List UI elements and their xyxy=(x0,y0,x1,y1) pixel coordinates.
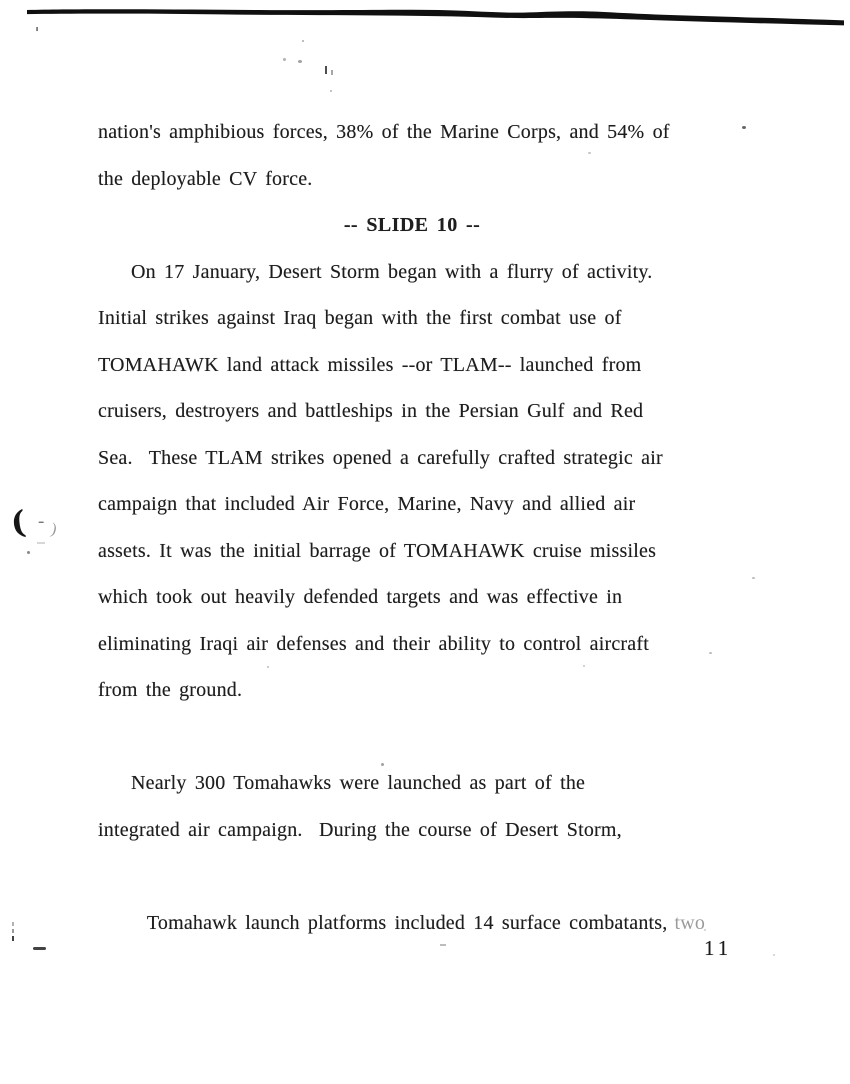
scan-mark-dotted-vertical xyxy=(12,936,14,941)
handwritten-margin-curl: ) xyxy=(49,520,59,539)
scan-speck xyxy=(330,90,332,92)
paragraph-first-line: On 17 January, Desert Storm began with a flurry of activity. xyxy=(131,260,653,283)
body-line: cruisers, destroyers and battleships in the Persian Gulf and Red xyxy=(98,400,644,422)
faded-word: two xyxy=(674,911,706,934)
body-line: which took out heavily defended targets and was effective in xyxy=(98,586,623,608)
body-line xyxy=(98,853,766,934)
scan-speck xyxy=(331,70,333,75)
body-line: assets. It was the initial barrage of TOMAHAWK cruise missiles xyxy=(98,539,657,562)
scan-speck xyxy=(283,58,286,61)
paragraph-first-line: Nearly 300 Tomahawks were launched as part of the xyxy=(131,772,586,794)
scan-mark-dotted-vertical xyxy=(12,929,14,933)
scan-speck xyxy=(298,60,302,63)
scan-speck xyxy=(37,542,45,544)
scan-speck xyxy=(302,40,304,42)
scan-speck xyxy=(583,665,585,667)
scan-mark-dash xyxy=(33,947,46,950)
body-line: integrated air campaign. During the course of Desert Storm, xyxy=(98,818,622,841)
scan-artifact-top-bar xyxy=(0,0,850,36)
body-line: the deployable CV force. xyxy=(98,167,313,190)
body-line: from the ground. xyxy=(98,679,243,701)
paragraph-gap xyxy=(98,714,766,761)
body-line: Initial strikes against Iraq began with the first combat use of xyxy=(98,307,622,329)
scan-speck xyxy=(752,577,755,579)
body-line: Sea. These TLAM strikes opened a carefully crafted strategic air xyxy=(98,446,663,469)
scan-speck xyxy=(773,954,775,956)
handwritten-margin-dash: - xyxy=(38,511,45,532)
body-line: eliminating Iraqi air defenses and their ability to control aircraft xyxy=(98,632,649,655)
scan-speck xyxy=(381,763,384,766)
text-column xyxy=(98,109,766,934)
scan-speck xyxy=(742,126,746,129)
scan-mark-dotted-vertical xyxy=(12,922,14,926)
scan-mark-dash xyxy=(440,944,446,946)
body-line: TOMAHAWK land attack missiles --or TLAM-- launched from xyxy=(98,353,642,376)
scan-speck xyxy=(325,66,327,74)
handwritten-margin-mark: ( xyxy=(8,504,28,542)
scan-speck xyxy=(588,152,591,154)
body-line: nation's amphibious forces, 38% of the Marine Corps, and 54% of xyxy=(98,121,670,143)
body-line-text: Tomahawk launch platforms included 14 surface combatants, xyxy=(146,911,668,934)
scan-speck xyxy=(267,666,269,668)
scan-speck xyxy=(27,551,30,554)
slide-heading: -- SLIDE 10 -- xyxy=(343,214,481,236)
scan-tick-mark: ' xyxy=(35,24,40,42)
body-line: campaign that included Air Force, Marine, Navy and allied air xyxy=(98,493,636,515)
scan-speck xyxy=(704,929,706,931)
page-number: 11 xyxy=(704,936,733,960)
scan-speck xyxy=(709,652,712,654)
